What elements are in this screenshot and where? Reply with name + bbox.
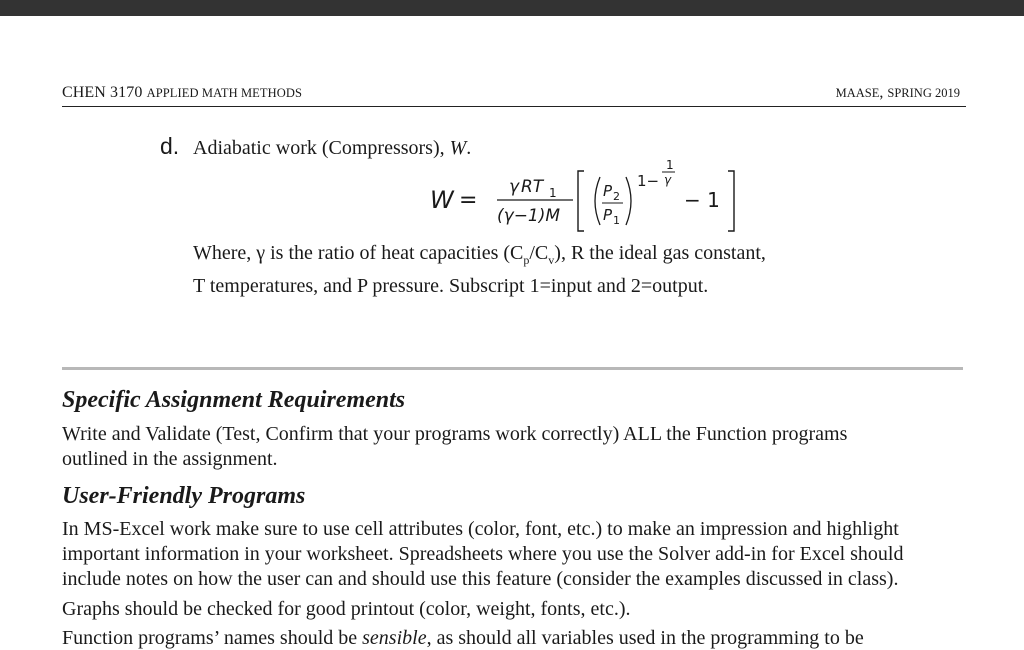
top-dark-bar: [0, 0, 1024, 16]
eq-p1: P: [603, 206, 613, 224]
item-label-d: d.: [160, 133, 180, 159]
specific-line-2: outlined in the assignment.: [62, 448, 278, 470]
adiabatic-work-equation: [430, 155, 750, 235]
term-season: SPRING 2019: [887, 86, 960, 100]
definitions-line-2: T temperatures, and P pressure. Subscript 1=input and 2=output.: [193, 275, 709, 297]
eq-num-rt: RT: [521, 177, 544, 197]
author-name: MAASE: [835, 86, 880, 100]
page-header: [62, 84, 966, 107]
item-d-title-text: Adiabatic work (Compressors),: [193, 137, 445, 159]
eq-exponent-den: γ: [664, 173, 672, 187]
eq-p2-sub: 2: [613, 190, 620, 203]
eq-left-paren: [595, 177, 600, 225]
header-author-term: MAASE, SPRING 2019: [835, 84, 960, 101]
eq-num-gamma: γ: [509, 177, 520, 197]
eq-minus-one: − 1: [684, 188, 720, 212]
heading-specific-requirements: Specific Assignment Requirements: [62, 387, 406, 413]
user-friendly-paragraph: [62, 517, 964, 592]
eq-right-bracket: [728, 171, 734, 231]
user-friendly-line-5-partial: Function programs’ names should be sensible, as should all variables used in the programming to be: [62, 627, 864, 649]
eq-left-bracket: [578, 171, 584, 231]
eq-exponent-num: 1: [666, 158, 674, 172]
eq-denominator: (γ−1)M: [497, 206, 561, 226]
specific-requirements-paragraph: [62, 422, 964, 472]
eq-num-sub: 1: [549, 186, 557, 200]
eq-p1-sub: 1: [613, 214, 620, 227]
eq-p2: P: [603, 182, 613, 200]
variable-definitions: [193, 240, 953, 299]
course-number: CHEN 3170: [62, 84, 143, 101]
specific-line-1: Write and Validate (Test, Confirm that your programs work correctly) ALL the Function programs: [62, 423, 848, 445]
user-friendly-line-1: In MS-Excel work make sure to use cell attributes (color, font, etc.) to make an impression and highlight: [62, 518, 899, 540]
eq-equals: =: [459, 188, 478, 213]
section-divider: [62, 367, 963, 370]
item-d-title-period: .: [466, 137, 472, 159]
user-friendly-line-3: include notes on how the user can and should use this feature (consider the examples discussed in class).: [62, 568, 899, 590]
eq-lhs: W: [430, 186, 454, 214]
heading-user-friendly: User-Friendly Programs: [62, 483, 306, 509]
definitions-line-1: Where, γ is the ratio of heat capacities $(C_p/C_v)$, R the ideal gas constant,: [193, 242, 766, 267]
item-d-title-variable: W: [449, 137, 467, 159]
header-course: [62, 84, 302, 102]
eq-exponent-lead: 1−: [637, 172, 660, 190]
eq-right-paren: [626, 177, 631, 225]
user-friendly-line-4: Graphs should be checked for good printout (color, weight, fonts, etc.).: [62, 598, 631, 620]
user-friendly-line-2: important information in your worksheet. Spreadsheets where you use the Solver add-in for Excel should: [62, 543, 904, 565]
course-title: APPLIED MATH METHODS: [146, 86, 303, 100]
